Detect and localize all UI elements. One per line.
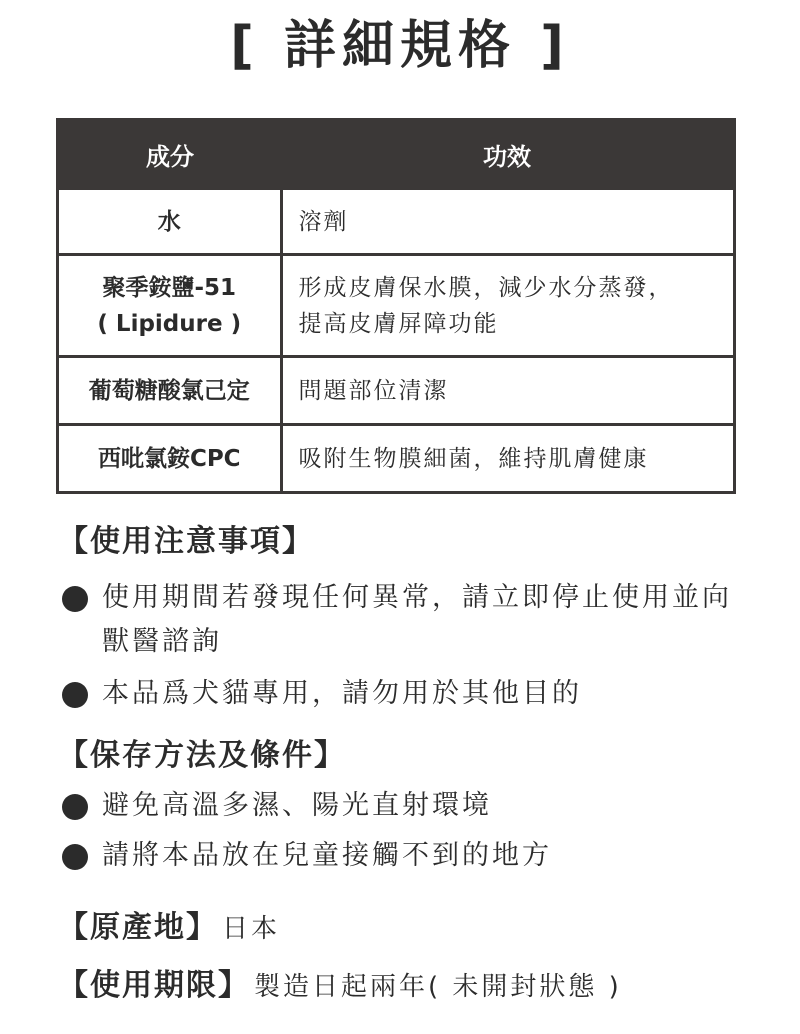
ingredient-line: 聚季銨鹽-51 <box>102 274 237 301</box>
origin-value: 日本 <box>222 914 281 944</box>
effect-cell <box>281 255 735 357</box>
list-item-line: 使用期間若發現任何異常，請立即停止使用並向 <box>102 582 732 613</box>
effect-cell: 溶劑 <box>281 189 735 255</box>
origin-label: 【原產地】 <box>58 910 218 945</box>
table-row <box>58 189 735 255</box>
effect-cell: 問題部位清潔 <box>281 357 735 425</box>
ingredient-cell: 葡萄糖酸氯己定 <box>58 357 282 425</box>
list-item <box>58 784 778 828</box>
bullet-icon <box>62 586 88 612</box>
list-item <box>58 834 778 878</box>
table-row <box>58 425 735 493</box>
spec-table <box>56 118 736 494</box>
list-item <box>58 672 778 716</box>
table-header-row <box>58 120 735 189</box>
usage-notes-section <box>58 520 778 716</box>
table-row <box>58 357 735 425</box>
list-item-line: 避免高溫多濕、陽光直射環境 <box>102 790 492 821</box>
effect-line: 提高皮膚屏障功能 <box>298 310 499 337</box>
table-row <box>58 255 735 357</box>
list-item-line: 請將本品放在兒童接觸不到的地方 <box>102 840 552 871</box>
ingredient-line: ( Lipidure ) <box>97 310 242 337</box>
header-ingredient: 成分 <box>58 120 282 189</box>
usage-notes-title: 【使用注意事項】 <box>58 524 314 559</box>
expiry-row <box>58 964 778 1012</box>
list-item-line: 獸醫諮詢 <box>102 626 222 657</box>
effect-line: 形成皮膚保水膜，減少水分蒸發， <box>298 274 674 301</box>
list-item <box>58 576 778 664</box>
page-title: [ 詳細規格 ] <box>230 16 570 76</box>
bullet-icon <box>62 844 88 870</box>
bullet-icon <box>62 794 88 820</box>
bullet-icon <box>62 682 88 708</box>
origin-row <box>58 906 778 954</box>
storage-title: 【保存方法及條件】 <box>58 738 346 773</box>
storage-section <box>58 734 778 878</box>
expiry-value: 製造日起兩年( 未開封狀態 ) <box>254 972 622 1002</box>
expiry-label: 【使用期限】 <box>58 968 250 1003</box>
effect-cell: 吸附生物膜細菌，維持肌膚健康 <box>281 425 735 493</box>
ingredient-cell: 水 <box>58 189 282 255</box>
ingredient-cell: 西吡氯銨CPC <box>58 425 282 493</box>
list-item-line: 本品爲犬貓專用，請勿用於其他目的 <box>102 678 582 709</box>
ingredient-cell <box>58 255 282 357</box>
header-effect: 功效 <box>281 120 735 189</box>
